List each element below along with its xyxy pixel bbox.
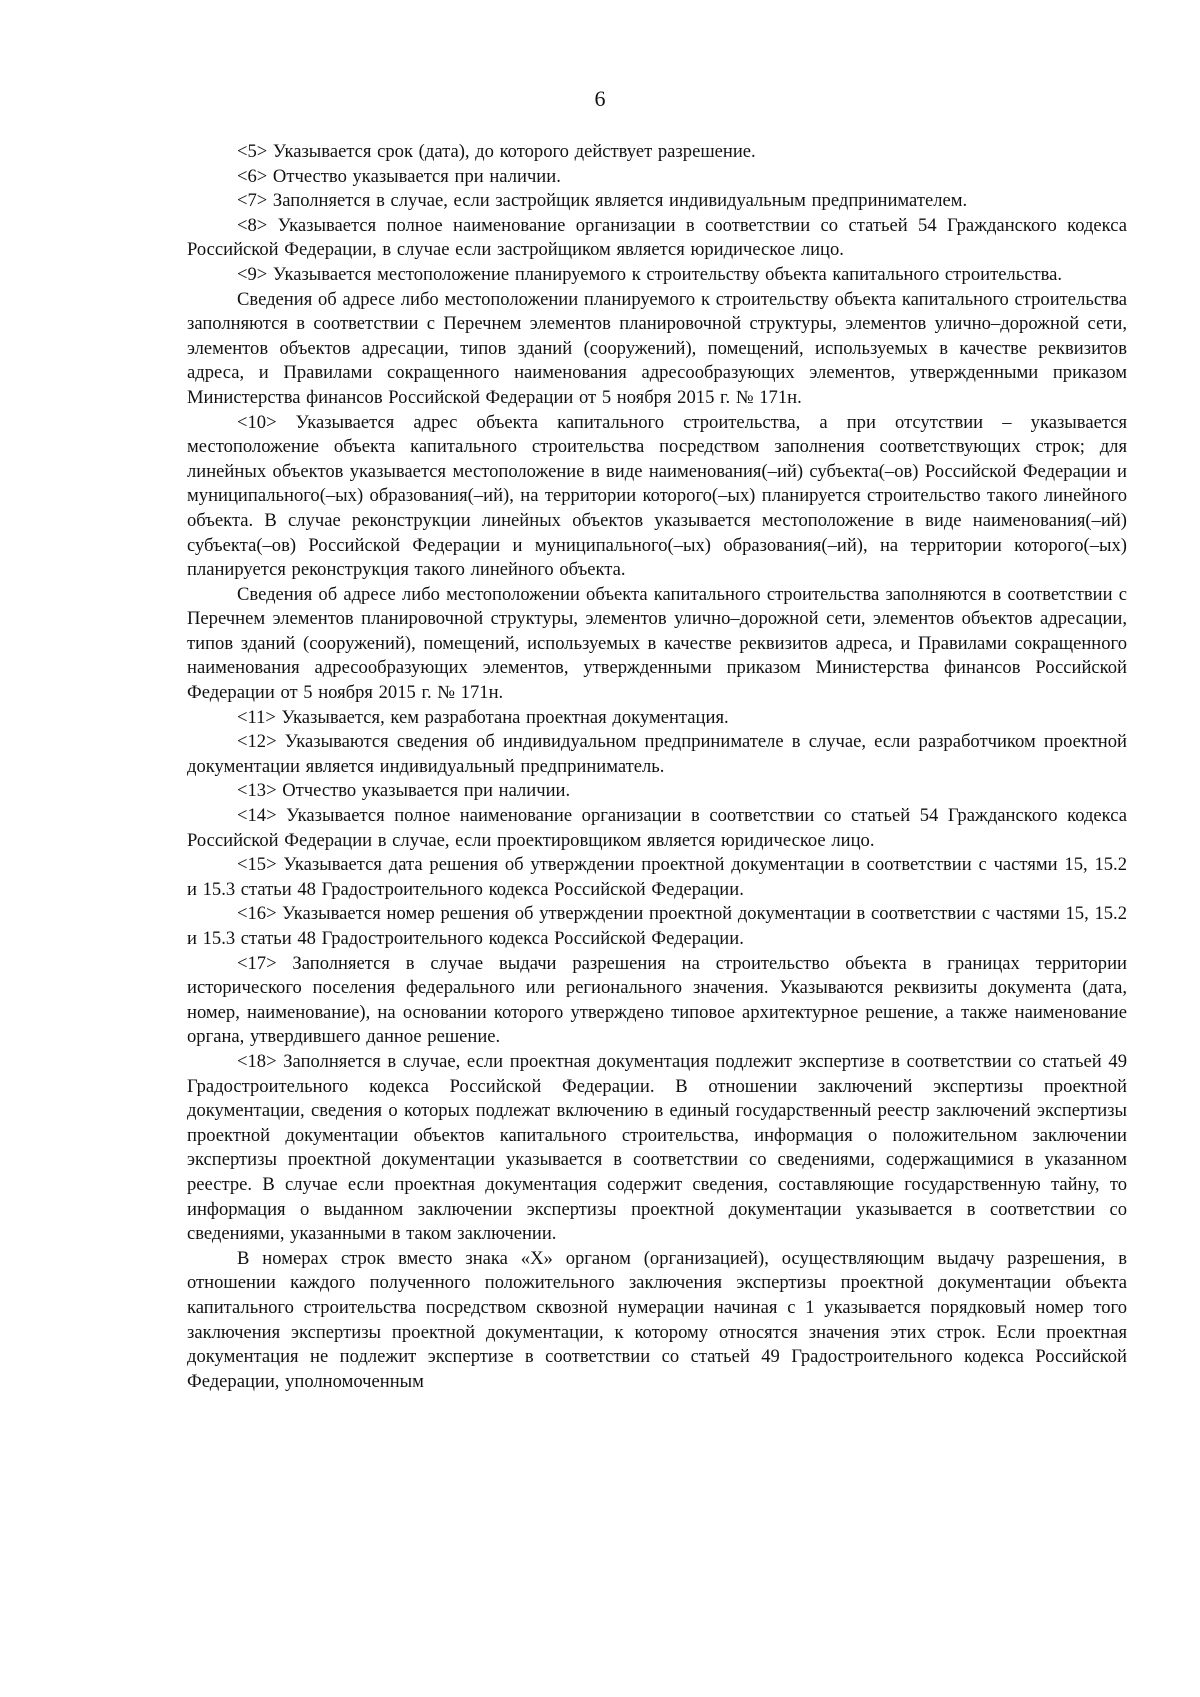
- footnote-9-details: Сведения об адресе либо местоположении планируемого к строительству объекта капитального строительства заполняются в соответствии с Перечнем элементов планировочной структуры, элементов улично–дорожной сети, элементов объектов адресации, типов зданий (сооружений), помещений, используемых в качестве реквизитов адреса, и Правилами сокращенного наименования адресообразующих элементов, утвержденными приказом Министерства финансов Российской Федерации от 5 ноября 2015 г. № 171н.: [187, 288, 1127, 408]
- footnote-11: <11> Указывается, кем разработана проектная документация.: [237, 706, 729, 728]
- footnote-13: <13> Отчество указывается при наличии.: [237, 780, 571, 802]
- footnote-5: <5> Указывается срок (дата), до которого действует разрешение.: [237, 141, 756, 162]
- footnote-8: <8> Указывается полное наименование организации в соответствии со статьей 54 Гражданского кодекса Российской Федерации, в случае если застройщиком является юридическое лицо.: [187, 214, 1127, 261]
- footnote-18: <18> Заполняется в случае, если проектная документация подлежит экспертизе в соответствии со статьей 49 Градостроительного кодекса Российской Федерации. В отношении заключений экспертизы проектной документации, сведения о которых подлежат включению в единый государственный реестр заключений экспертизы проектной документации объектов капитального строительства, информация о положительном заключении экспертизы проектной документации указывается в соответствии со сведениями, содержащимися в указанном реестре. В случае если проектная документация содержит сведения, составляющие государственную тайну, то информация о выданном заключении экспертизы проектной документации указывается в соответствии со сведениями, указанными в таком заключении.: [187, 1050, 1127, 1245]
- footnote-14: <14> Указывается полное наименование организации в соответствии со статьей 54 Гражданского кодекса Российской Федерации в случае, если проектировщиком является юридическое лицо.: [187, 805, 1127, 851]
- footnote-15: <15> Указывается дата решения об утверждении проектной документации в соответствии с частями 15, 15.2 и 15.3 статьи 48 Градостроительного кодекса Российской Федерации.: [187, 854, 1127, 900]
- footnote-18-details: В номерах строк вместо знака «X» органом (организацией), осуществляющим выдачу разрешения, в отношении каждого полученного положительного заключения экспертизы проектной документации объекта капитального строительства посредством сквозной нумерации начиная с 1 указывается порядковый номер того заключения экспертизы проектной документации, к которому относятся значения этих строк. Если проектная документация не подлежит экспертизе в соответствии со статьей 49 Градостроительного кодекса Российской Федерации, уполномоченным: [187, 1247, 1127, 1392]
- page-number: 6: [594, 86, 606, 111]
- footnote-17: <17> Заполняется в случае выдачи разрешения на строительство объекта в границах территории исторического поселения федерального или регионального значения. Указываются реквизиты документа (дата, номер, наименование), на основании которого утверждено типовое архитектурное решение, а также наименование органа, утвердившего данное решение.: [187, 952, 1127, 1048]
- footnote-10-details: Сведения об адресе либо местоположении объекта капитального строительства заполняются в соответствии с Перечнем элементов планировочной структуры, элементов улично–дорожной сети, элементов объектов адресации, типов зданий (сооружений), помещений, используемых в качестве реквизитов адреса, и Правилами сокращенного наименования адресообразующих элементов, утвержденными приказом Министерства финансов Российской Федерации от 5 ноября 2015 г. № 171н.: [187, 583, 1127, 704]
- footnote-12: <12> Указываются сведения об индивидуальном предпринимателе в случае, если разработчиком проектной документации является индивидуальный предприниматель.: [187, 731, 1127, 777]
- document-body: [187, 140, 1127, 1394]
- footnote-6: <6> Отчество указывается при наличии.: [237, 165, 561, 187]
- footnote-16: <16> Указывается номер решения об утверждении проектной документации в соответствии с частями 15, 15.2 и 15.3 статьи 48 Градостроительного кодекса Российской Федерации.: [187, 903, 1127, 949]
- footnote-7: <7> Заполняется в случае, если застройщик является индивидуальным предпринимателем.: [237, 190, 968, 212]
- footnote-9: <9> Указывается местоположение планируемого к строительству объекта капитального строительства.: [237, 263, 1063, 285]
- footnote-10: <10> Указывается адрес объекта капитального строительства, а при отсутствии – указывается местоположение объекта капитального строительства посредством заполнения соответствующих строк; для линейных объектов указывается местоположение в виде наименования(–ий) субъекта(–ов) Российской Федерации и муниципального(–ых) образования(–ий), на территории которого(–ых) планируется строительство такого линейного объекта. В случае реконструкции линейных объектов указывается местоположение в виде наименования(–ий) субъекта(–ов) Российской Федерации и муниципального(–ых) образования(–ий), на территории которого(–ых) планируется реконструкция такого линейного объекта.: [187, 411, 1127, 581]
